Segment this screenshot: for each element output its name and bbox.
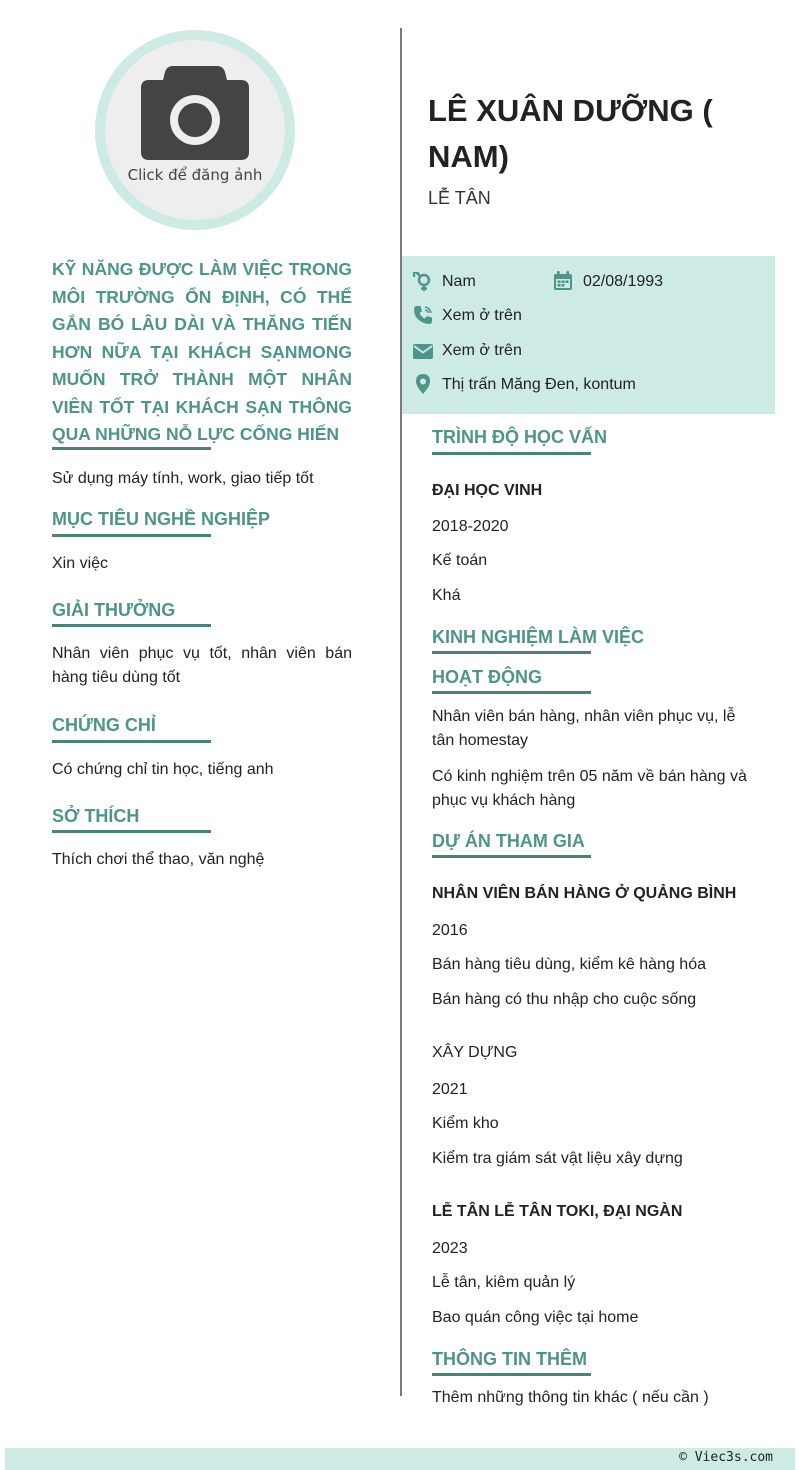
hobbies-title: SỞ THÍCH: [52, 806, 140, 826]
project-year: 2023: [432, 1240, 468, 1257]
email-icon: [413, 341, 433, 361]
project-name: LỄ TÂN LỄ TÂN TOKI, ĐẠI NGÀN: [432, 1203, 683, 1220]
location-icon: [413, 374, 433, 394]
project-name: XÂY DỰNG: [432, 1044, 518, 1061]
hobbies-text: Thích chơi thể thao, văn nghệ: [52, 851, 265, 868]
hobbies-underline: [52, 830, 211, 833]
job-title: LỄ TÂN: [428, 188, 491, 208]
career-goal-title: MỤC TIÊU NGHỀ NGHIỆP: [52, 509, 271, 529]
certificates-text: Có chứng chỉ tin học, tiếng anh: [52, 761, 274, 778]
project-desc: Bao quán công việc tại home: [432, 1309, 639, 1326]
certificates-title: CHỨNG CHỈ: [52, 715, 156, 735]
objective-underline: [52, 447, 211, 450]
project-role: Lễ tân, kiêm quản lý: [432, 1274, 576, 1291]
phone-value: Xem ở trên: [442, 307, 522, 324]
education-title: TRÌNH ĐỘ HỌC VẤN: [432, 427, 607, 447]
career-goal-underline: [52, 534, 211, 537]
awards-title: GIẢI THƯỞNG: [52, 600, 176, 620]
project-year: 2016: [432, 922, 468, 939]
activity-item: Có kinh nghiệm trên 05 năm về bán hàng và phục vụ khách hàng: [432, 768, 747, 809]
project-desc: Kiểm tra giám sát vật liệu xây dựng: [432, 1150, 683, 1167]
activities-underline: [432, 691, 591, 694]
more-info-underline: [432, 1373, 591, 1376]
certificates-underline: [52, 740, 211, 743]
project-year: 2021: [432, 1081, 468, 1098]
full-name: LÊ XUÂN DƯỠNG ( NAM): [428, 93, 713, 174]
address-value: Thị trấn Măng Đen, kontum: [442, 376, 636, 393]
projects-title: DỰ ÁN THAM GIA: [432, 831, 585, 851]
footer: [5, 1448, 795, 1470]
birthday-value: 02/08/1993: [583, 273, 664, 290]
awards-text: Nhân viên phục vụ tốt, nhân viên bán hàng tiêu dùng tốt: [52, 645, 352, 686]
awards-underline: [52, 624, 211, 627]
projects-underline: [432, 855, 591, 858]
education-school: ĐẠI HỌC VINH: [432, 482, 543, 499]
email-value: Xem ở trên: [442, 342, 522, 359]
education-major: Kế toán: [432, 552, 488, 569]
gender-icon: [413, 272, 433, 292]
camera-icon[interactable]: [141, 66, 249, 160]
education-grade: Khá: [432, 587, 461, 604]
column-divider: [400, 28, 402, 1396]
skills-text: Sử dụng máy tính, work, giao tiếp tốt: [52, 470, 314, 487]
phone-icon: [413, 305, 433, 325]
project-role: Kiểm kho: [432, 1115, 499, 1132]
project-role: Bán hàng tiêu dùng, kiểm kê hàng hóa: [432, 956, 706, 973]
career-goal-text: Xin việc: [52, 555, 109, 572]
more-info-title: THÔNG TIN THÊM: [432, 1349, 587, 1369]
gender-value: Nam: [442, 273, 476, 290]
experience-title: KINH NGHIỆM LÀM VIỆC: [432, 627, 645, 647]
footer-copyright: © Viec3s.com: [679, 1450, 773, 1465]
objective-heading: KỸ NĂNG ĐƯỢC LÀM VIỆC TRONG MÔI TRƯỜNG ỔN ĐỊNH, CÓ THỂ GẮN BÓ LÂU DÀI VÀ THĂNG TIẾN HƠN NỮA TẠI KHÁCH SẠNMONG MUỐN TRỞ THÀNH MỘT NHÂN VIÊN TỐT TẠI KHÁCH SẠN THÔNG QUA NHỮNG NỖ LỰC CỐNG HIẾN: [52, 259, 352, 444]
project-name: NHÂN VIÊN BÁN HÀNG Ở QUẢNG BÌNH: [432, 885, 737, 902]
project-desc: Bán hàng có thu nhập cho cuộc sống: [432, 991, 697, 1008]
education-underline: [432, 452, 591, 455]
activity-item: Nhân viên bán hàng, nhân viên phục vụ, lễ tân homestay: [432, 708, 736, 749]
experience-underline: [432, 651, 591, 654]
calendar-icon: [553, 271, 573, 291]
education-period: 2018-2020: [432, 518, 509, 535]
more-info-text: Thêm những thông tin khác ( nếu cần ): [432, 1389, 709, 1406]
avatar-caption[interactable]: Click để đăng ảnh: [127, 166, 263, 184]
activities-title: HOẠT ĐỘNG: [432, 667, 542, 687]
